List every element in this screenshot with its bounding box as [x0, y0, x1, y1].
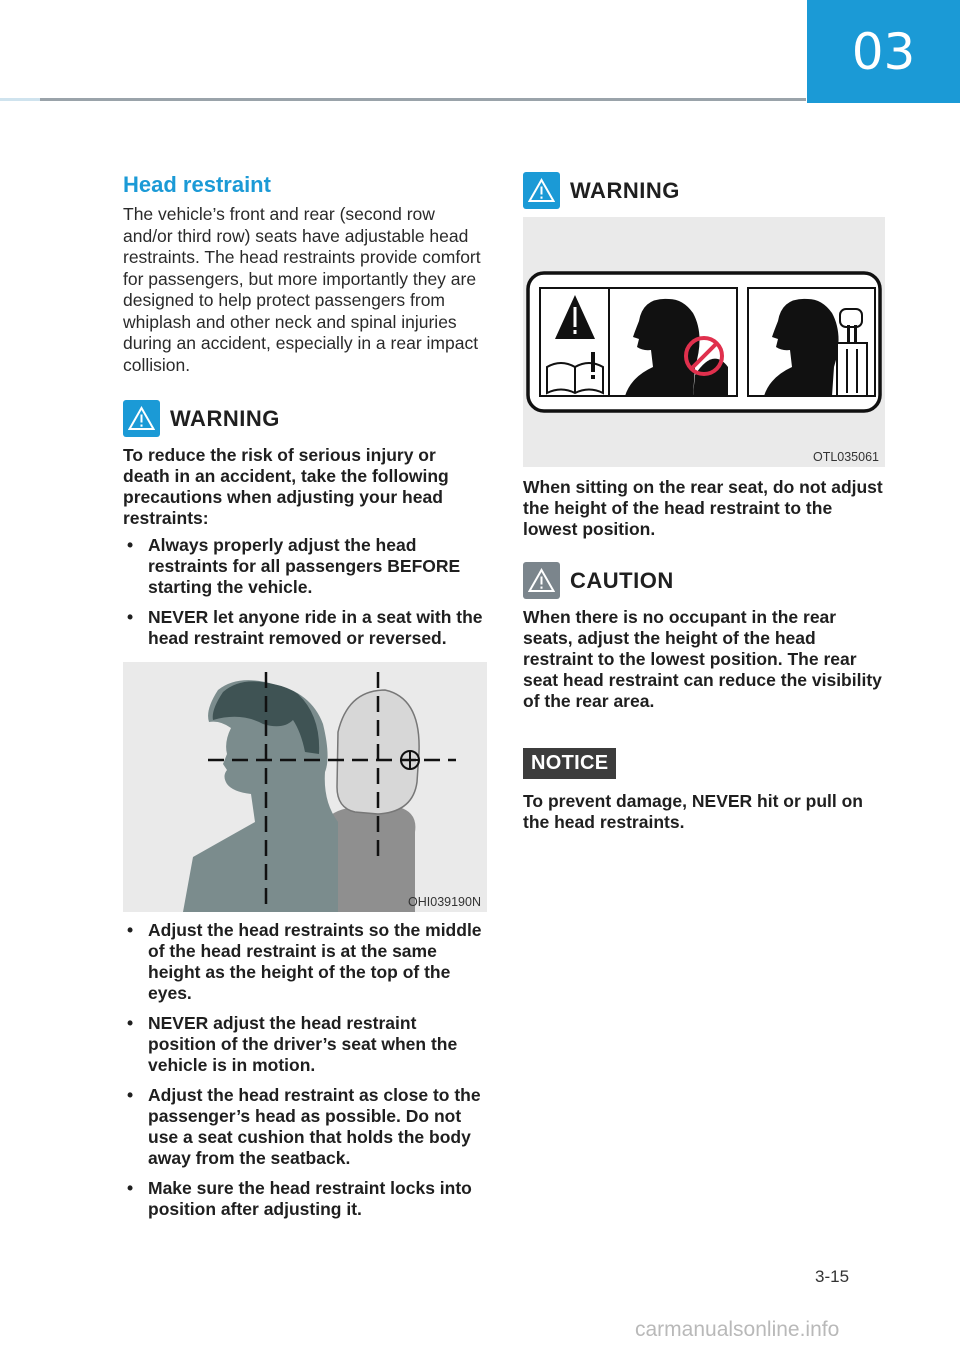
warning-triangle-icon — [523, 562, 560, 599]
figure-code: OTL035061 — [812, 450, 879, 464]
caution-header — [523, 562, 887, 599]
notice-label: NOTICE — [523, 748, 616, 779]
chapter-number: 03 — [851, 22, 916, 81]
list-item — [123, 1085, 487, 1169]
list-item — [123, 1178, 487, 1220]
list-item-text: Adjust the head restraints so the middle of the head restraint is at the same height as the height of the top of the eyes. — [148, 920, 482, 1003]
list-item-text: NEVER let anyone ride in a seat with the head restraint removed or reversed. — [148, 607, 483, 648]
bullet-icon: • — [127, 1013, 134, 1033]
right-column — [523, 172, 887, 833]
list-item-text: NEVER adjust the head restraint position of the driver’s seat when the vehicle is in motion. — [148, 1013, 458, 1075]
bullet-icon: • — [127, 1178, 134, 1198]
header-rule-accent — [0, 98, 40, 101]
list-item-text: Adjust the head restraint as close to the passenger’s head as possible. Do not use a seat cushion that holds the body away from the seatback. — [148, 1085, 481, 1168]
watermark: carmanualsonline.info — [635, 1318, 840, 1341]
bullet-icon: • — [127, 535, 134, 555]
caution-text: When there is no occupant in the rear seats, adjust the height of the head restraint to the lowest position. The rear seat head restraint can reduce the visibility of the rear area. — [523, 607, 882, 711]
section-title: Head restraint — [123, 172, 271, 197]
intro-paragraph: The vehicle’s front and rear (second row and/or third row) seats have adjustable head restraints. The head restraints provide comfort for passengers, but more importantly they are designed to help protect passengers from whiplash and other neck and spinal injuries during an accident, especially in a rear impact collision. — [123, 204, 481, 375]
head-restraint-illustration — [123, 662, 487, 912]
bullet-icon: • — [127, 607, 134, 627]
warning-bullet-list — [123, 535, 487, 649]
list-item — [123, 607, 487, 649]
warning-text: When sitting on the rear seat, do not adjust the height of the head restraint to the lowest position. — [523, 477, 883, 539]
list-item-text: Always properly adjust the head restraints for all passengers BEFORE starting the vehicle. — [148, 535, 461, 597]
notice-text: To prevent damage, NEVER hit or pull on the head restraints. — [523, 791, 863, 832]
warning-lead: To reduce the risk of serious injury or death in an accident, take the following precautions when adjusting your head restraints: — [123, 445, 449, 528]
list-item-text: Make sure the head restraint locks into position after adjusting it. — [148, 1178, 472, 1219]
warning-triangle-icon — [123, 400, 160, 437]
list-item — [123, 535, 487, 598]
rear-seat-figure — [523, 217, 885, 467]
header-rule — [0, 98, 806, 101]
bullet-icon: • — [127, 920, 134, 940]
warning-title: WARNING — [570, 177, 680, 203]
warning-triangle-icon — [523, 172, 560, 209]
rear-seat-label-illustration — [523, 217, 885, 467]
list-item — [123, 1013, 487, 1076]
left-column — [123, 172, 487, 1229]
caution-title: CAUTION — [570, 567, 674, 593]
head-restraint-figure — [123, 662, 487, 912]
page-number: 3-15 — [815, 1267, 850, 1286]
adjustment-bullet-list — [123, 920, 487, 1220]
warning-header — [123, 400, 487, 437]
warning-title: WARNING — [170, 405, 280, 431]
list-item — [123, 920, 487, 1004]
warning-header — [523, 172, 887, 209]
figure-code: OHI039190N — [408, 895, 481, 909]
chapter-tab — [807, 0, 960, 103]
bullet-icon: • — [127, 1085, 134, 1105]
